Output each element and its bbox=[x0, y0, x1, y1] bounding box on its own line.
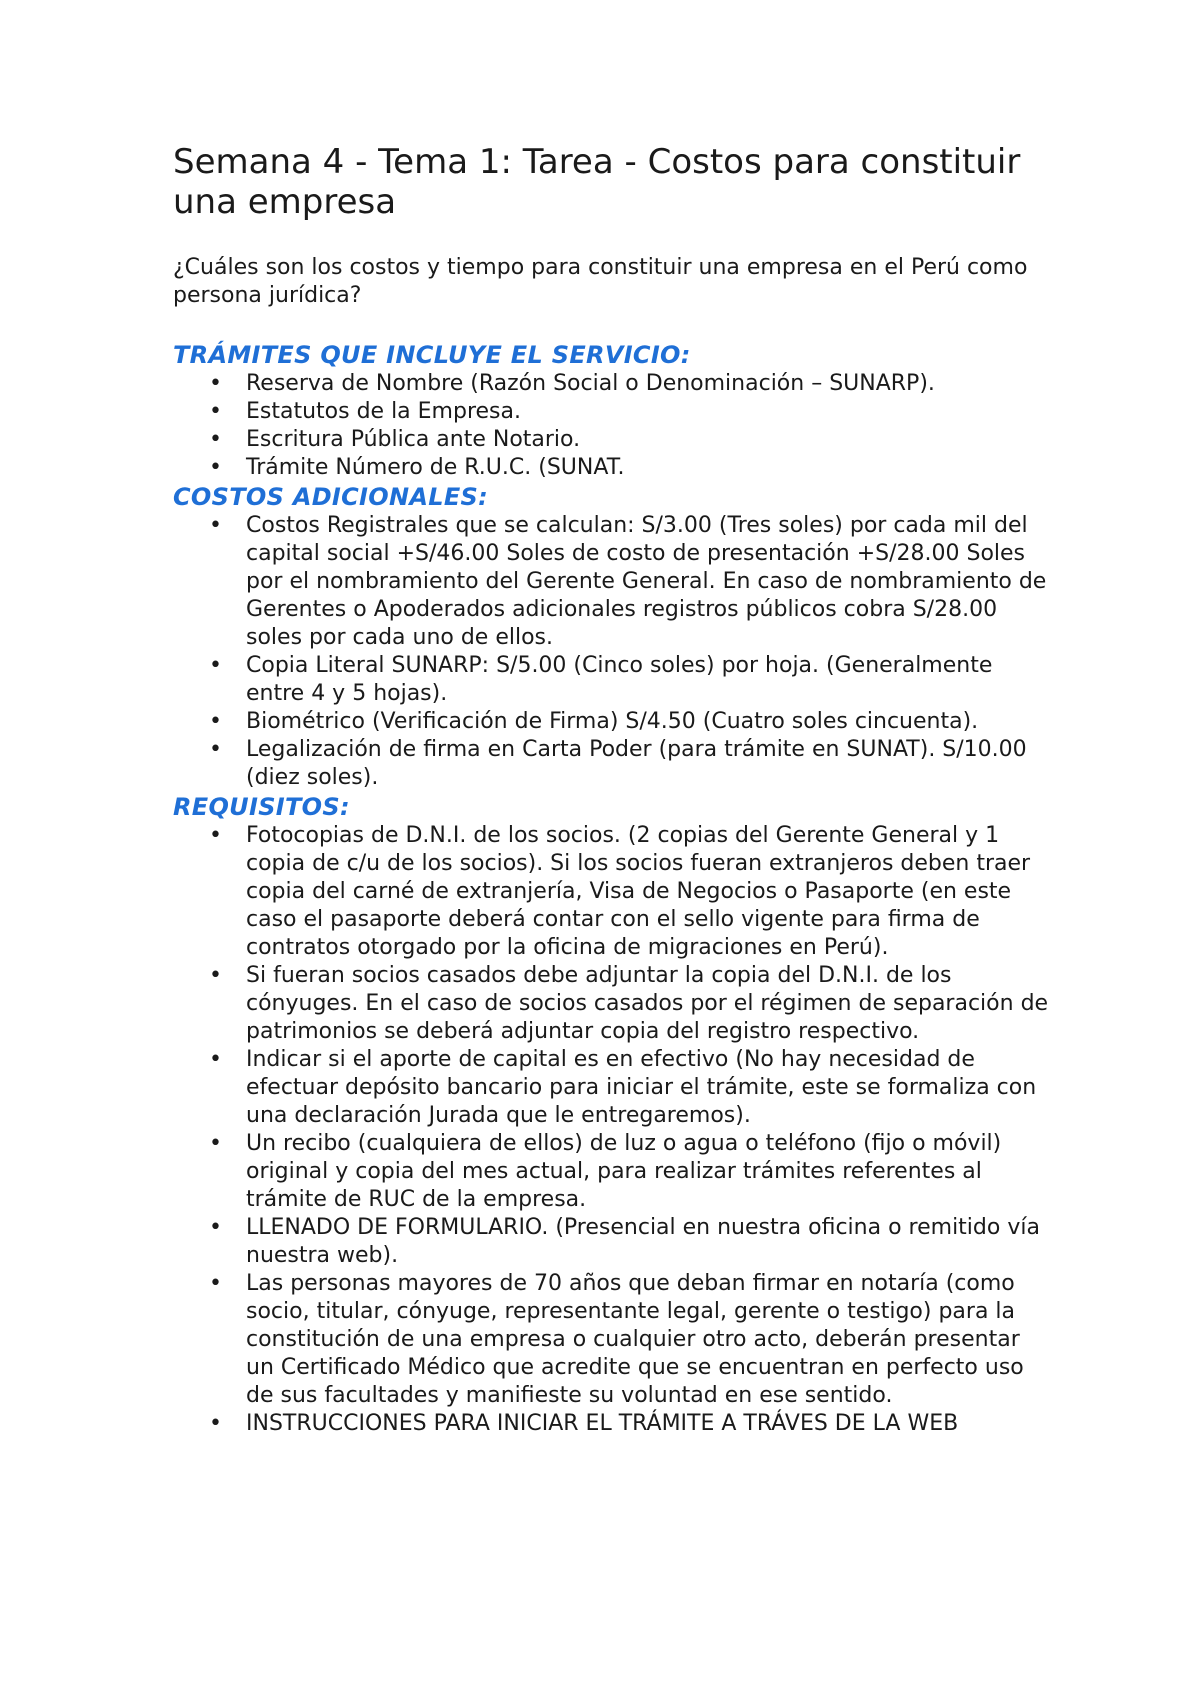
bullet-icon: • bbox=[209, 709, 222, 734]
list-item: • Las personas mayores de 70 años que deban firmar en notaría (como socio, titular, cónyuge, representante legal, gerente o testigo) para la constitución de una empresa o cualquier otro acto, deberán presentar un Certificado Médico que acredite que se encuentran en perfecto uso de sus facultades y manifieste su voluntad en ese sentido. bbox=[209, 1271, 1024, 1408]
list-item: • INSTRUCCIONES PARA INICIAR EL TRÁMITE A TRÁVES DE LA WEB bbox=[209, 1411, 959, 1436]
list-item: • Fotocopias de D.N.I. de los socios. (2 copias del Gerente General y 1 copia de c/u de los socios). Si los socios fueran extranjeros deben traer copia del carné de extranjería, Visa de Negocios o Pasaporte (en este caso el pasaporte deberá contar con el sello vigente para firma de contratos otorgado por la oficina de migraciones en Perú). bbox=[209, 823, 1031, 960]
costos-list bbox=[173, 512, 1053, 792]
bullet-icon: • bbox=[209, 963, 222, 988]
section-heading-requisitos: REQUISITOS: bbox=[173, 793, 350, 821]
list-item: • Legalización de firma en Carta Poder (para trámite en SUNAT). S/10.00 (diez soles). bbox=[209, 737, 1027, 790]
bullet-icon: • bbox=[209, 1047, 222, 1072]
document-title: Semana 4 - Tema 1: Tarea - Costos para constituir una empresa bbox=[173, 142, 1021, 222]
document-page bbox=[173, 142, 1053, 1438]
list-item: • Costos Registrales que se calculan: S/3.00 (Tres soles) por cada mil del capital social +S/46.00 Soles de costo de presentación +S/28.00 Soles por el nombramiento del Gerente General. En caso de nombramiento de Gerentes o Apoderados adicionales registros públicos cobra S/28.00 soles por cada uno de ellos. bbox=[209, 513, 1047, 650]
bullet-icon: • bbox=[209, 371, 222, 396]
bullet-icon: • bbox=[209, 823, 222, 848]
bullet-icon: • bbox=[209, 1271, 222, 1296]
list-item: • Copia Literal SUNARP: S/5.00 (Cinco soles) por hoja. (Generalmente entre 4 y 5 hojas). bbox=[209, 653, 993, 706]
bullet-icon: • bbox=[209, 737, 222, 762]
bullet-icon: • bbox=[209, 455, 222, 480]
requisitos-list bbox=[173, 822, 1053, 1438]
list-item: • Si fueran socios casados debe adjuntar la copia del D.N.I. de los cónyuges. En el caso de socios casados por el régimen de separación de patrimonios se deberá adjuntar copia del registro respectivo. bbox=[209, 963, 1049, 1044]
bullet-icon: • bbox=[209, 513, 222, 538]
list-item: • LLENADO DE FORMULARIO. (Presencial en nuestra oficina o remitido vía nuestra web). bbox=[209, 1215, 1040, 1268]
section-heading-costos: COSTOS ADICIONALES: bbox=[173, 483, 489, 511]
bullet-icon: • bbox=[209, 653, 222, 678]
list-item: • Biométrico (Verificación de Firma) S/4.50 (Cuatro soles cincuenta). bbox=[209, 709, 979, 734]
list-item: • Indicar si el aporte de capital es en efectivo (No hay necesidad de efectuar depósito bancario para iniciar el trámite, este se formaliza con una declaración Jurada que le entregaremos). bbox=[209, 1047, 1037, 1128]
list-item: • Trámite Número de R.U.C. (SUNAT. bbox=[209, 455, 625, 480]
section-heading-tramites: TRÁMITES QUE INCLUYE EL SERVICIO: bbox=[173, 341, 691, 369]
bullet-icon: • bbox=[209, 399, 222, 424]
list-item: • Reserva de Nombre (Razón Social o Denominación – SUNARP). bbox=[209, 371, 935, 396]
bullet-icon: • bbox=[209, 1215, 222, 1240]
intro-question: ¿Cuáles son los costos y tiempo para constituir una empresa en el Perú como persona jurídica? bbox=[173, 255, 1028, 308]
list-item: • Un recibo (cualquiera de ellos) de luz o agua o teléfono (fijo o móvil) original y copia del mes actual, para realizar trámites referentes al trámite de RUC de la empresa. bbox=[209, 1131, 1002, 1212]
bullet-icon: • bbox=[209, 1131, 222, 1156]
bullet-icon: • bbox=[209, 427, 222, 452]
list-item: • Escritura Pública ante Notario. bbox=[209, 427, 581, 452]
bullet-icon: • bbox=[209, 1411, 222, 1436]
list-item: • Estatutos de la Empresa. bbox=[209, 399, 521, 424]
tramites-list bbox=[173, 370, 1053, 482]
